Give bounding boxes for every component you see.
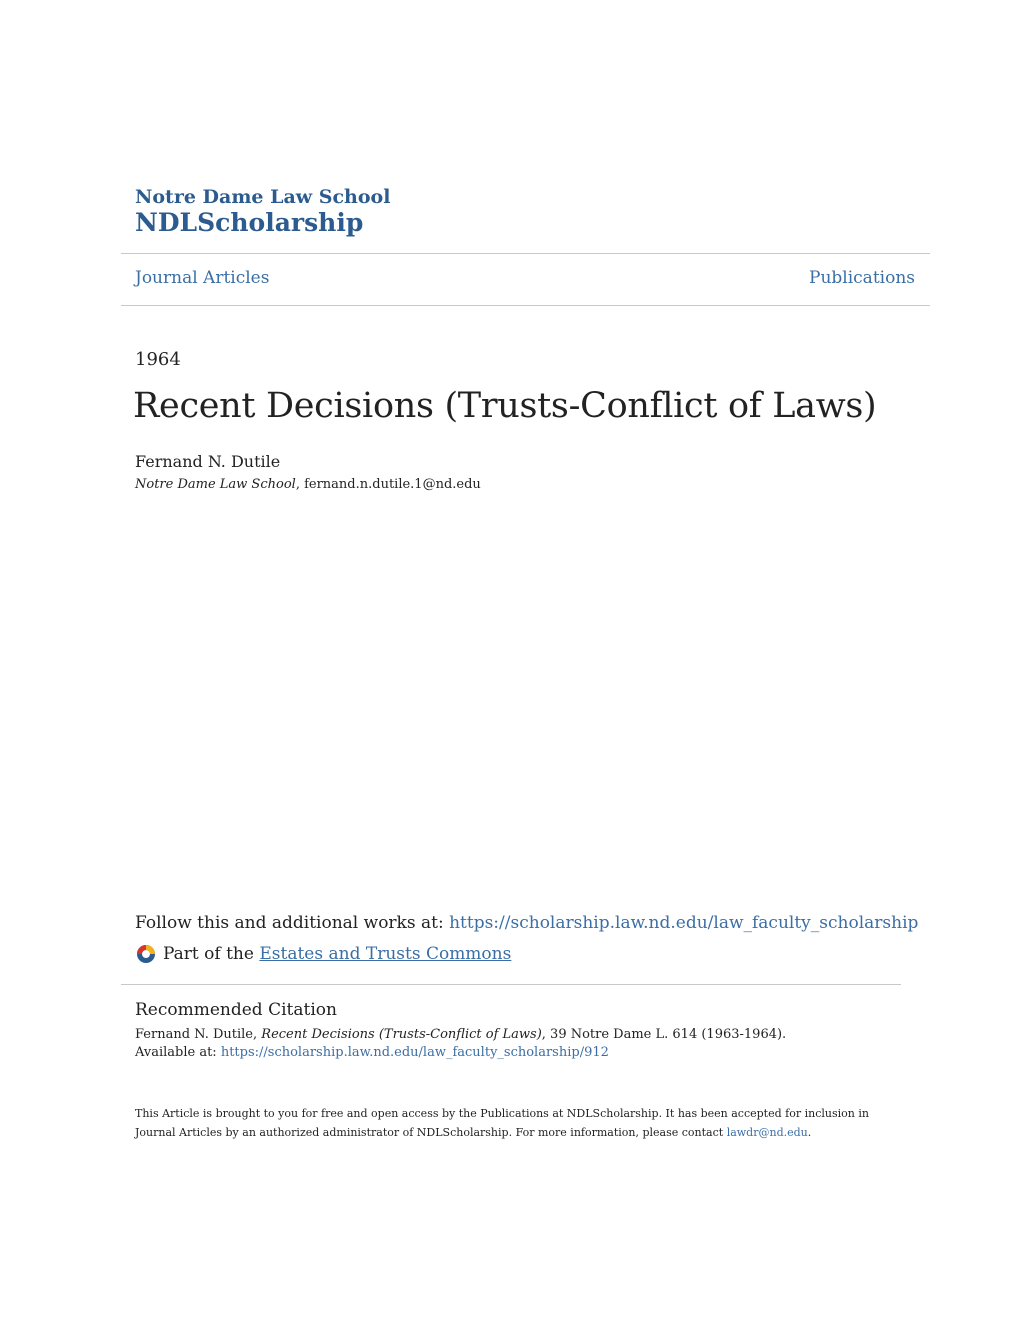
citation-title: Recent Decisions (Trusts-Conflict of Laws) xyxy=(261,1027,542,1042)
article-title: Recent Decisions (Trusts-Conflict of Laws) xyxy=(133,386,877,426)
citation-divider xyxy=(121,984,901,985)
notice-text: This Article is brought to you for free and open access by the Publications at NDLScholarship. It has been accepted for inclusion in Journal Articles by an authorized administrator of NDLScholarship. For more information, please contact xyxy=(135,1107,869,1139)
publications-link[interactable]: Publications xyxy=(809,268,915,288)
available-at-line xyxy=(135,1045,609,1060)
contact-email-link[interactable]: lawdr@nd.edu xyxy=(726,1126,808,1139)
citation-source: , 39 Notre Dame L. 614 (1963-1964). xyxy=(541,1027,787,1042)
network-icon xyxy=(135,943,157,965)
available-prefix: Available at: xyxy=(135,1045,221,1060)
affiliation-email: fernand.n.dutile.1@nd.edu xyxy=(304,477,481,492)
affiliation-institution: Notre Dame Law School xyxy=(135,477,296,492)
affiliation-separator: , xyxy=(295,477,305,492)
part-of-line xyxy=(135,943,511,965)
follow-line xyxy=(135,913,918,933)
part-of-prefix: Part of the xyxy=(163,944,254,964)
header-divider-top xyxy=(121,253,930,254)
school-name: Notre Dame Law School xyxy=(135,186,391,208)
repository-name-link[interactable]: NDLScholarship xyxy=(135,208,364,237)
notice-suffix: . xyxy=(807,1126,812,1139)
article-url-link[interactable]: https://scholarship.law.nd.edu/law_faculty_scholarship/912 xyxy=(220,1045,609,1060)
recommended-citation-heading: Recommended Citation xyxy=(135,1000,337,1020)
access-notice xyxy=(135,1104,895,1142)
citation-author: Fernand N. Dutile, xyxy=(135,1027,262,1042)
follow-prefix: Follow this and additional works at: xyxy=(135,913,450,933)
commons-link[interactable]: Estates and Trusts Commons xyxy=(259,944,512,964)
author-name: Fernand N. Dutile xyxy=(135,452,281,471)
header-divider-bottom xyxy=(121,305,930,306)
journal-articles-link[interactable]: Journal Articles xyxy=(135,268,270,288)
publication-year: 1964 xyxy=(135,349,181,370)
citation-text xyxy=(135,1027,786,1042)
author-affiliation xyxy=(135,477,481,492)
collection-link[interactable]: https://scholarship.law.nd.edu/law_faculty_scholarship xyxy=(449,913,919,933)
